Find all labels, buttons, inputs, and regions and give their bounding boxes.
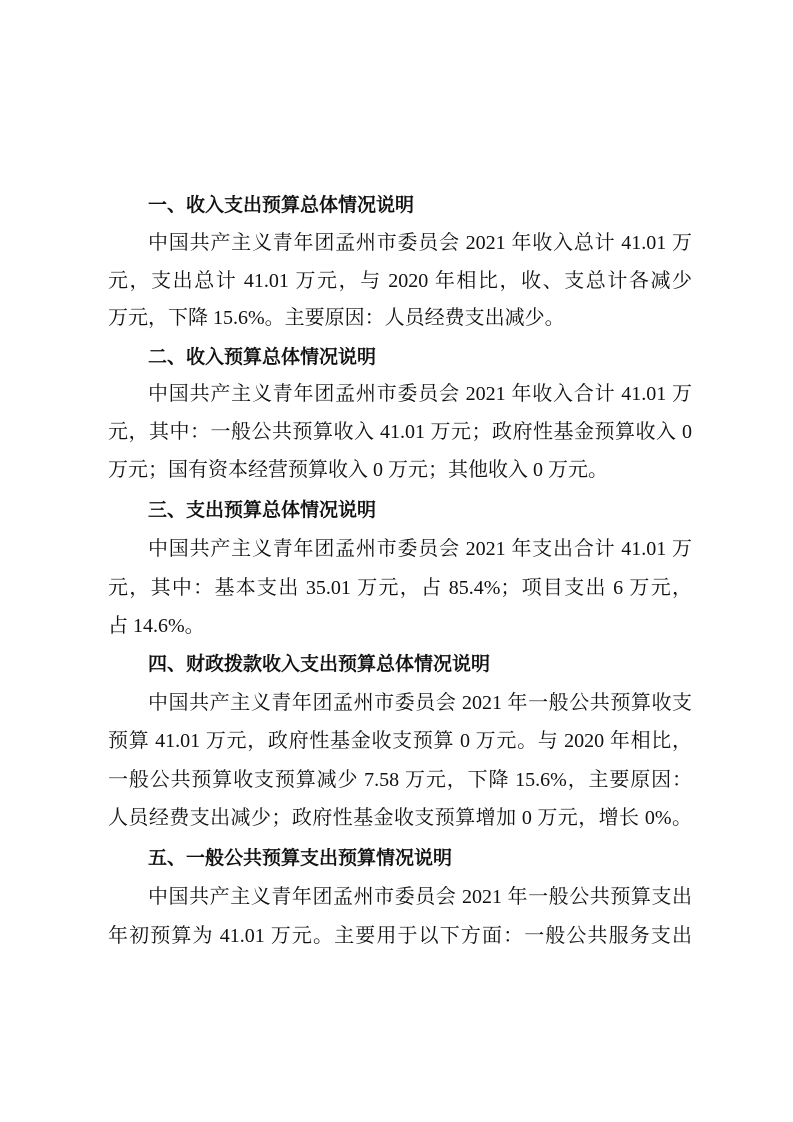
paragraph-line: 中国共产主义青年团孟州市委员会 2021 年一般公共预算支出 (148, 886, 692, 908)
paragraph-line: 中国共产主义青年团孟州市委员会 2021 年收入合计 41.01 万 (148, 383, 692, 405)
paragraph-line: 中国共产主义青年团孟州市委员会 2021 年收入总计 41.01 万 (148, 232, 692, 254)
section-heading: 一、收入支出预算总体情况说明 (148, 194, 415, 216)
paragraph-line: 人员经费支出减少；政府性基金收支预算增加 0 万元，增长 0%。 (108, 807, 692, 829)
paragraph-line: 元，其中：一般公共预算收入 41.01 万元；政府性基金预算收入 0 (108, 421, 692, 443)
section-heading: 五、一般公共预算支出预算情况说明 (148, 847, 453, 869)
section-heading: 二、收入预算总体情况说明 (148, 346, 377, 368)
paragraph-line: 中国共产主义青年团孟州市委员会 2021 年支出合计 41.01 万 (148, 538, 692, 560)
paragraph-line: 占 14.6%。 (108, 615, 205, 637)
paragraph-line: 万元，下降 15.6%。主要原因：人员经费支出减少。 (108, 307, 565, 329)
paragraph-line: 元，其中：基本支出 35.01 万元，占 85.4%；项目支出 6 万元， (108, 577, 692, 599)
section-heading: 三、支出预算总体情况说明 (148, 499, 377, 521)
paragraph-line: 元，支出总计 41.01 万元，与 2020 年相比，收、支总计各减少 (108, 270, 692, 292)
paragraph-line: 年初预算为 41.01 万元。主要用于以下方面：一般公共服务支出 (108, 925, 692, 947)
paragraph-line: 万元；国有资本经营预算收入 0 万元；其他收入 0 万元。 (108, 459, 608, 481)
section-heading: 四、财政拨款收入支出预算总体情况说明 (148, 653, 491, 675)
paragraph-line: 一般公共预算收支预算减少 7.58 万元，下降 15.6%，主要原因： (108, 769, 692, 791)
paragraph-line: 中国共产主义青年团孟州市委员会 2021 年一般公共预算收支 (148, 692, 692, 714)
paragraph-line: 预算 41.01 万元，政府性基金收支预算 0 万元。与 2020 年相比， (108, 730, 692, 752)
